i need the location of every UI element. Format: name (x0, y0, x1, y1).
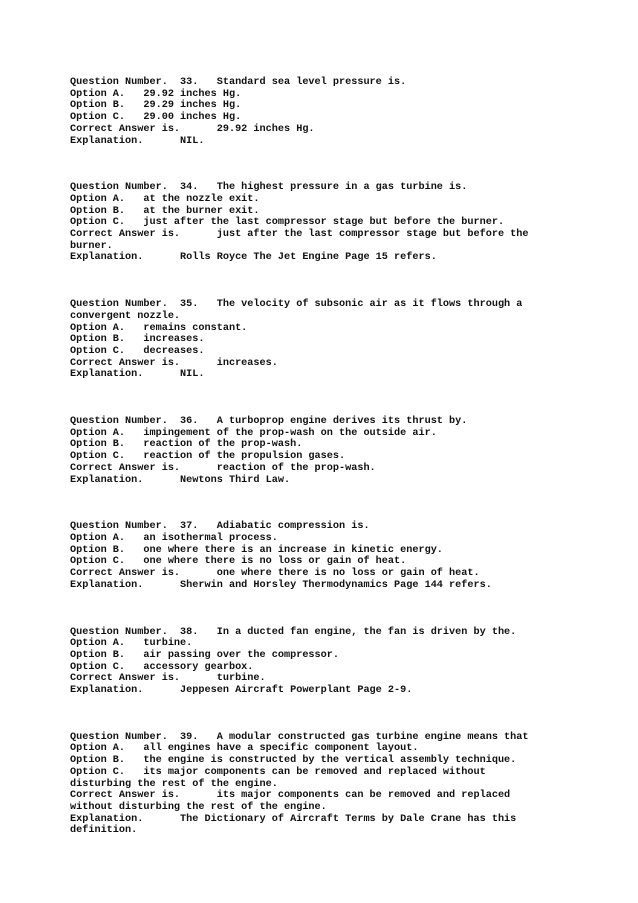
option-b: Option B. reaction of the prop-wash. (70, 439, 303, 451)
correct-answer: Correct Answer is. its major components can be removed and replaced (70, 790, 511, 802)
option-c-continued: disturbing the rest of the engine. (70, 778, 278, 790)
question-header: Question Number. 36. A turboprop engine derives its thrust by. (70, 416, 468, 428)
question-block-34 (70, 182, 570, 264)
spacer (70, 264, 570, 299)
option-c: Option C. decreases. (70, 345, 205, 357)
option-c: Option C. 29.00 inches Hg. (70, 112, 242, 124)
explanation: Explanation. Newtons Third Law. (70, 474, 291, 486)
question-block-37 (70, 521, 570, 591)
explanation-continued: definition. (70, 825, 138, 837)
explanation: Explanation. Sherwin and Horsley Thermodynamics Page 144 refers. (70, 579, 492, 591)
correct-answer-continued: without disturbing the rest of the engine. (70, 801, 327, 813)
correct-answer: Correct Answer is. just after the last compressor stage but before the (70, 229, 529, 241)
spacer (70, 697, 570, 732)
option-c: Option C. accessory gearbox. (70, 661, 254, 673)
correct-answer: Correct Answer is. reaction of the prop-wash. (70, 462, 376, 474)
question-header: Question Number. 39. A modular constructed gas turbine engine means that (70, 731, 529, 743)
option-a: Option A. 29.92 inches Hg. (70, 88, 242, 100)
question-block-33 (70, 77, 570, 147)
option-a: Option A. remains constant. (70, 322, 248, 334)
option-a: Option A. turbine. (70, 638, 193, 650)
option-a: Option A. an isothermal process. (70, 532, 278, 544)
correct-answer: Correct Answer is. turbine. (70, 673, 266, 685)
option-b: Option B. the engine is constructed by the vertical assembly technique. (70, 755, 517, 767)
spacer (70, 486, 570, 521)
spacer (70, 147, 570, 182)
option-a: Option A. impingement of the prop-wash on the outside air. (70, 427, 437, 439)
explanation: Explanation. The Dictionary of Aircraft Terms by Dale Crane has this (70, 813, 517, 825)
spacer (70, 592, 570, 627)
document-page (70, 77, 570, 837)
question-block-38 (70, 627, 570, 697)
question-header: Question Number. 38. In a ducted fan engine, the fan is driven by the. (70, 626, 517, 638)
question-header: Question Number. 37. Adiabatic compression is. (70, 521, 370, 533)
question-block-35 (70, 299, 570, 381)
option-c: Option C. its major components can be removed and replaced without (70, 766, 486, 778)
option-b: Option B. one where there is an increase in kinetic energy. (70, 544, 443, 556)
option-a: Option A. all engines have a specific component layout. (70, 743, 419, 755)
option-c: Option C. one where there is no loss or gain of heat. (70, 556, 407, 568)
explanation: Explanation. NIL. (70, 369, 205, 381)
spacer (70, 381, 570, 416)
correct-answer-continued: burner. (70, 240, 113, 252)
question-header: Question Number. 33. Standard sea level pressure is. (70, 77, 407, 88)
correct-answer: Correct Answer is. one where there is no loss or gain of heat. (70, 568, 480, 580)
option-c: Option C. just after the last compressor stage but before the burner. (70, 217, 505, 229)
question-block-39 (70, 732, 570, 837)
option-b: Option B. at the burner exit. (70, 205, 260, 217)
question-block-36 (70, 416, 570, 486)
option-b: Option B. 29.29 inches Hg. (70, 100, 242, 112)
correct-answer: Correct Answer is. 29.92 inches Hg. (70, 123, 315, 135)
option-b: Option B. increases. (70, 334, 205, 346)
option-a: Option A. at the nozzle exit. (70, 193, 260, 205)
explanation: Explanation. Rolls Royce The Jet Engine Page 15 refers. (70, 252, 437, 264)
option-c: Option C. reaction of the propulsion gases. (70, 451, 346, 463)
option-b: Option B. air passing over the compressor. (70, 649, 339, 661)
correct-answer: Correct Answer is. increases. (70, 357, 278, 369)
question-header-continued: convergent nozzle. (70, 310, 181, 322)
explanation: Explanation. Jeppesen Aircraft Powerplant Page 2-9. (70, 685, 413, 697)
question-header: Question Number. 35. The velocity of subsonic air as it flows through a (70, 299, 523, 311)
explanation: Explanation. NIL. (70, 135, 205, 147)
question-header: Question Number. 34. The highest pressure in a gas turbine is. (70, 182, 468, 194)
